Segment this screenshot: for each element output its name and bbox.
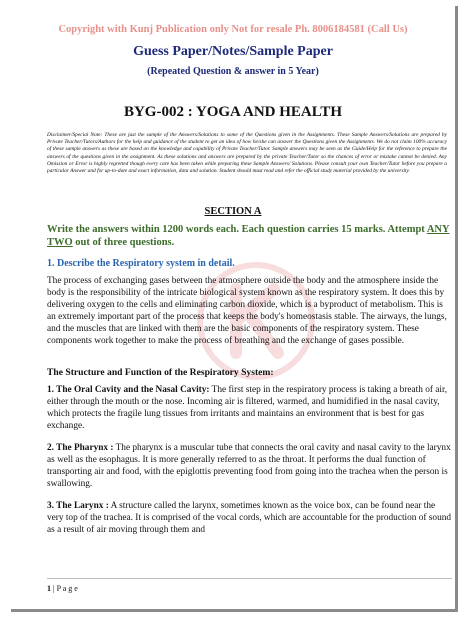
page-title: Guess Paper/Notes/Sample Paper — [133, 44, 333, 59]
copyright-notice: Copyright with Kunj Publication only Not for resale Ph. 8006184581 (Call Us) — [58, 24, 408, 35]
page-footer — [47, 584, 78, 593]
item-text: The first step in the respiratory process is taking a breath of air, either through the mouth or the nose. Incoming air is filtered, warmed, and humidified in the nasal cavity, which protects the fragile lung tissues from irritants and maintains an environment that is best for gas exchange. — [47, 385, 448, 431]
section-heading: SECTION A — [204, 206, 262, 217]
instructions-tail: out of three questions. — [72, 236, 175, 248]
list-item-oral-cavity — [47, 384, 452, 432]
instructions-text: Write the answers within 1200 words each. Each question carries 15 marks. Attempt — [47, 224, 425, 235]
document-page — [11, 6, 458, 612]
item-text: A structure called the larynx, sometimes known as the voice box, can be found near the very top of the trachea. It is comprised of the vocal cords, which are accountable for the production of sound as a result of air moving through them and — [47, 501, 452, 535]
disclaimer-text: Disclaimer/Special Note: These are just the sample of the Answers/Solutions to some of the Questions given in the Assignments. These Sample Answers/Solutions are prepared by Private Teacher/Tutors/Authors for the help and guidance of the student to get an idea of how he/she can answer the Questions given the Assignments. We do not claim 100% accuracy of these sample answers as these are based on the knowledge and capability of Private Teacher/Tutor. Sample answers may be seen as the Guide/Help for the reference to prepare the answers of the questions given in the assignment. As these solutions and answers are prepared by the private Teacher/Tutor so the chances of error or mistake cannot be denied. Any Omission or Error is highly regretted though every care has been taken while preparing these Sample Answers/ Solutions. Please consult your own Teacher/Tutor before you prepare a particular Answer and for up-to-date and exact information, data and solution. Student should must read and refer the official study material provided by the university. — [47, 132, 447, 175]
instructions — [47, 224, 452, 249]
page-subtitle: (Repeated Question & answer in 5 Year) — [147, 66, 319, 77]
list-item-larynx — [47, 500, 452, 536]
item-label: 2. The Pharynx : — [47, 443, 114, 453]
item-label: 3. The Larynx : — [47, 501, 109, 511]
intro-paragraph: The process of exchanging gases between the atmosphere outside the body and the atmosphere inside the body is the responsibility of the intricate biological system known as the respiratory system. It does this by delivering oxygen to the cells and eliminating carbon dioxide, which is a byproduct of metabolism. This is an extremely important part of the process that keeps the body's homeostasis stable. The airways, the lungs, and the muscles that are linked with them are the basic components of the respiratory system. These components work together to make the process of breathing and the exchange of gases possible. — [47, 276, 447, 346]
item-text: The pharynx is a muscular tube that connects the oral cavity and nasal cavity to the larynx as well as the esophagus. It is more generally referred to as the throat. It performs the dual function of transporting air and food, with the epiglottis preventing food from going into the trachea when the person is swallowing. — [47, 443, 451, 489]
page-number: 1 — [47, 584, 51, 593]
instructions-emphasis: ANY TWO — [47, 224, 450, 248]
page-label: | P a g e — [53, 584, 78, 593]
question-heading: 1. Describe the Respiratory system in detail. — [47, 258, 235, 269]
structure-heading: The Structure and Function of the Respiratory System: — [47, 367, 274, 378]
footer-divider — [47, 578, 452, 579]
course-title: BYG-002 : YOGA AND HEALTH — [123, 104, 343, 120]
item-label: 1. The Oral Cavity and the Nasal Cavity: — [47, 385, 210, 395]
list-item-pharynx — [47, 442, 452, 490]
